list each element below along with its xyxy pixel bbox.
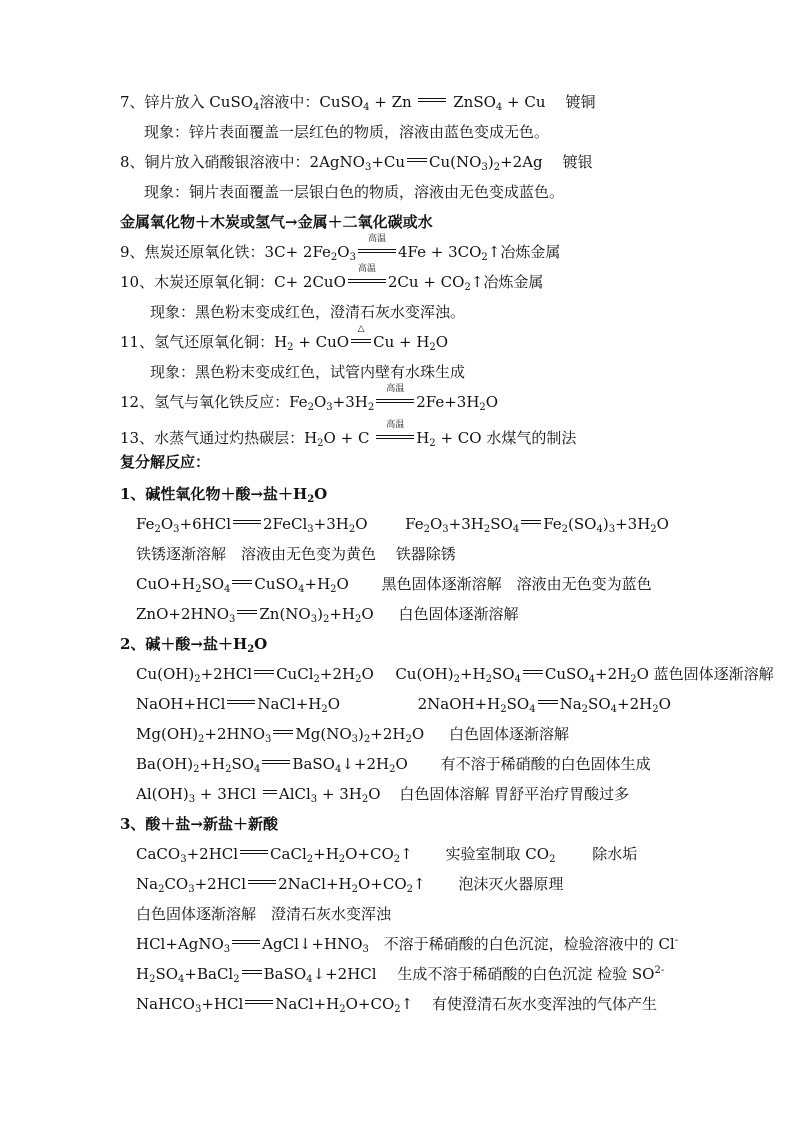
eq-a5: $ZnO+2HNO_3$ $Zn(NO_3)_2+H_2O$ 白色固体逐渐溶解: [136, 605, 519, 625]
eq-c6: NaHCO$_3$+HCl $NaCl+H_2O+CO_2↑$ 有使澄清石灰水变浑浊的气体产生: [136, 995, 658, 1015]
section-heading-metal-oxide: 金属氧化物＋木炭或氢气→金属＋二氧化碳或水: [120, 213, 433, 231]
reaction-13: 13、水蒸气通过灼热碳层：$H_2O + C$ 高温 $H_2$ + CO 水煤气的制法: [120, 420, 577, 449]
subheading-3: 3、酸＋盐→新盐＋新酸: [120, 815, 279, 833]
eq-b2: NaOH+HCl $NaCl+H_2O$ $2NaOH+H_2SO_4$ $Na_2SO_4+2H_2O$: [136, 695, 671, 715]
eq-b3: $Mg(OH)_2+2HNO_3$ $Mg(NO_3)_2+2H_2O$ 白色固体逐渐溶解: [136, 725, 569, 745]
eq-c4: HCl+AgNO$_3$ $AgCl↓+HNO_3$ 不溶于稀硝酸的白色沉淀，检验溶液中的 Cl-: [136, 935, 679, 955]
eq-a1-note: 铁锈逐渐溶解 溶液由无色变为黄色 铁器除锈: [136, 545, 456, 563]
eq-a4: $CuO+H_2SO_4$ $CuSO_4+H_2O$ 黑色固体逐渐溶解 溶液由无色变为蓝色: [136, 575, 652, 595]
reaction-9: 9、焦炭还原氧化铁：$3C+ 2Fe_2O_3$ 高温 $4Fe + 3CO_2↑$冶炼金属: [120, 234, 561, 263]
eq-c5: $H_2SO_4+BaCl_2$ BaSO$_4$↓+2HCl 生成不溶于稀硝酸的白色沉淀 检验 $SO^{2-}$: [136, 965, 665, 985]
reaction-8-observation: 现象：铜片表面覆盖一层银白色的物质，溶液由无色变成蓝色。: [144, 183, 565, 201]
subheading-2: 2、碱＋酸→盐$+H_2O$: [120, 635, 268, 655]
reaction-8: 8、铜片放入硝酸银溶液中：2AgNO$_3$+Cu $Cu(NO_3)_2+2Ag$ 镀银: [120, 153, 593, 173]
reaction-7: 7、锌片放入 CuSO$_4$溶液中：CuSO$_4$ + Zn ZnSO$_4$ + Cu 镀铜: [120, 93, 596, 113]
section-heading-double-decomposition: 复分解反应：: [120, 453, 211, 471]
eq-c2: $Na_2CO_3+2HCl$ $2NaCl+H_2O+CO_2↑$ 泡沫灭火器原理: [136, 875, 564, 895]
eq-b4: $Ba(OH)_2+H_2SO_4$ $BaSO_4↓+2H_2O$ 有不溶于稀硝酸的白色固体生成: [136, 755, 651, 775]
eq-b5: $Al(OH)_3 + 3HCl$ AlCl$_3$ + $3H_2O$ 白色固体溶解 胃舒平治疗胃酸过多: [136, 785, 630, 805]
reaction-12: 12、氢气与氧化铁反应：$Fe_2O_3+3H_2$ 高温 $2Fe+3H_2O$: [120, 384, 499, 413]
reaction-10: 10、木炭还原氧化铜：C+ 2CuO 高温 $2Cu + CO_2↑$冶炼金属: [120, 264, 544, 293]
reaction-11-observation: 现象：黑色粉末变成红色，试管内壁有水珠生成: [150, 363, 466, 381]
eq-c1: CaCO$_3$+2HCl $CaCl_2+H_2O+CO_2↑$ 实验室制取 $CO_2$ 除水垢: [136, 845, 638, 865]
eq-a1: $Fe_2O_3+6HCl$ $2FeCl_3+3H_2O$ $Fe_2O_3+3H_2SO_4$ $Fe_2(SO_4)_3+3H_2O$: [136, 515, 669, 535]
reaction-7-observation: 现象：锌片表面覆盖一层红色的物质，溶液由蓝色变成无色。: [144, 123, 550, 141]
eq-b1: $Cu(OH)_2+2HCl$ $CuCl_2+2H_2O$ $Cu(OH)_2+H_2SO_4$ $CuSO_4+2H_2O$ 蓝色固体逐渐溶解: [136, 665, 774, 685]
subheading-1: 1、碱性氧化物＋酸→盐$+H_2O$: [120, 485, 328, 505]
reaction-10-observation: 现象：黑色粉末变成红色，澄清石灰水变浑浊。: [150, 303, 466, 321]
equals-sign: [417, 94, 447, 106]
reaction-11: 11、氢气还原氧化铜：$H_2$ + CuO △ $Cu + H_2O$: [120, 324, 449, 353]
eq-c2-note: 白色固体逐渐溶解 澄清石灰水变浑浊: [136, 905, 392, 923]
